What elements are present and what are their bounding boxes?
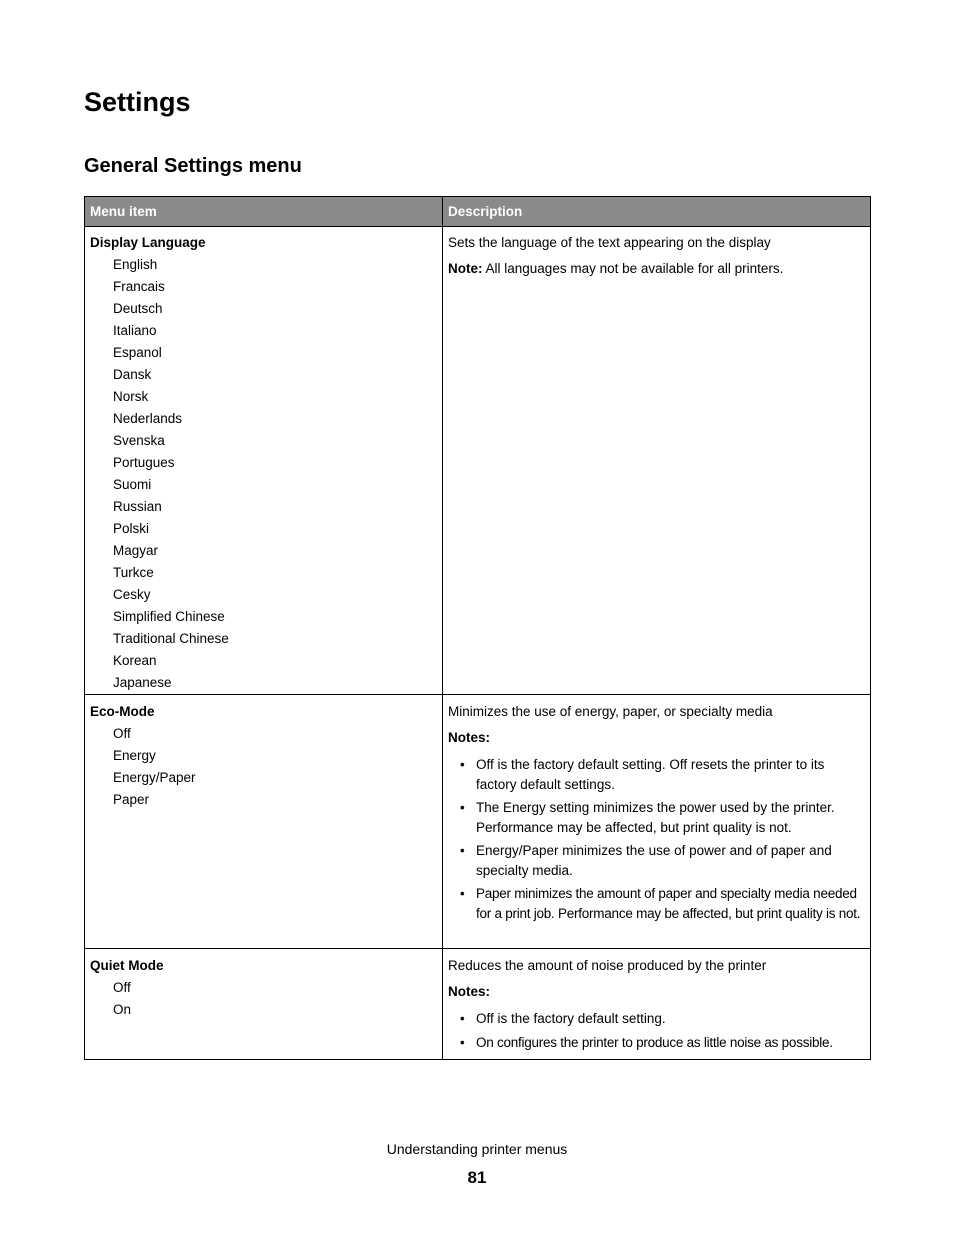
list-item bbox=[448, 798, 865, 837]
menu-item-title: Quiet Mode bbox=[90, 958, 164, 973]
menu-option: Suomi bbox=[113, 477, 152, 492]
menu-item-cell bbox=[85, 695, 443, 949]
note-text: The Energy setting minimizes the power used by the printer. Performance may be affected, but print quality is not. bbox=[476, 800, 835, 835]
menu-option: Nederlands bbox=[113, 411, 183, 426]
menu-item-title: Eco-Mode bbox=[90, 704, 155, 719]
page-number: 81 bbox=[467, 1168, 487, 1187]
bullet-icon: • bbox=[460, 1011, 465, 1026]
description-text: Sets the language of the text appearing on the display bbox=[448, 235, 771, 250]
table-row bbox=[85, 695, 871, 949]
menu-option: Deutsch bbox=[113, 301, 163, 316]
note-text: All languages may not be available for all printers. bbox=[485, 261, 784, 276]
menu-option: Italiano bbox=[113, 323, 157, 338]
menu-item-cell bbox=[85, 227, 443, 695]
bullet-icon: • bbox=[460, 757, 465, 772]
notes-label: Notes: bbox=[448, 730, 491, 745]
note-text: Energy/Paper minimizes the use of power and of paper and specialty media. bbox=[476, 843, 832, 878]
menu-option: Korean bbox=[113, 653, 157, 668]
footer-section-title: Understanding printer menus bbox=[386, 1141, 568, 1157]
menu-option: Off bbox=[113, 726, 131, 741]
menu-option: Polski bbox=[113, 521, 150, 536]
header-description: Description bbox=[443, 197, 871, 227]
menu-option: English bbox=[113, 257, 158, 272]
menu-option: Svenska bbox=[113, 433, 165, 448]
menu-option: Russian bbox=[113, 499, 162, 514]
menu-item-title: Display Language bbox=[90, 235, 206, 250]
settings-table-container bbox=[84, 196, 870, 1060]
list-item bbox=[448, 1033, 865, 1053]
notes-list bbox=[448, 1009, 865, 1052]
list-item bbox=[448, 1009, 865, 1029]
table-header-row bbox=[85, 197, 871, 227]
description-cell bbox=[443, 227, 871, 695]
menu-option: Norsk bbox=[113, 389, 149, 404]
list-item bbox=[448, 884, 865, 923]
menu-option: Magyar bbox=[113, 543, 159, 558]
note-text: Off is the factory default setting. bbox=[476, 1011, 666, 1026]
list-item bbox=[448, 841, 865, 880]
description-text: Minimizes the use of energy, paper, or specialty media bbox=[448, 704, 773, 719]
menu-option: Turkce bbox=[113, 565, 154, 580]
description-text: Reduces the amount of noise produced by the printer bbox=[448, 958, 767, 973]
note-text: Paper minimizes the amount of paper and specialty media needed for a print job. Performance may be affected, but print quality is not. bbox=[476, 886, 861, 921]
menu-option: Energy bbox=[113, 748, 156, 763]
note-label: Note: bbox=[448, 261, 483, 276]
section-title: General Settings menu bbox=[84, 155, 302, 177]
menu-option: Cesky bbox=[113, 587, 151, 602]
notes-label: Notes: bbox=[448, 984, 491, 999]
description-cell bbox=[443, 695, 871, 949]
bullet-icon: • bbox=[460, 1034, 465, 1050]
bullet-icon: • bbox=[460, 886, 465, 901]
settings-table bbox=[84, 196, 871, 1060]
note-text: On configures the printer to produce as little noise as possible. bbox=[476, 1034, 833, 1050]
menu-option: Simplified Chinese bbox=[113, 609, 225, 624]
menu-option: Dansk bbox=[113, 367, 152, 382]
menu-option: Espanol bbox=[113, 345, 162, 360]
page-title: Settings bbox=[84, 87, 191, 117]
menu-option: Energy/Paper bbox=[113, 770, 196, 785]
table-row bbox=[85, 949, 871, 1060]
note-text: Off is the factory default setting. Off resets the printer to its factory default settings. bbox=[476, 757, 825, 792]
table-row bbox=[85, 227, 871, 695]
menu-option: Paper bbox=[113, 792, 150, 807]
menu-item-cell bbox=[85, 949, 443, 1060]
menu-option: On bbox=[113, 1002, 132, 1017]
bullet-icon: • bbox=[460, 800, 465, 815]
note bbox=[448, 258, 865, 280]
description-cell bbox=[443, 949, 871, 1060]
menu-option: Japanese bbox=[113, 675, 172, 690]
list-item bbox=[448, 755, 865, 794]
header-menu-item: Menu item bbox=[85, 197, 443, 227]
menu-option: Francais bbox=[113, 279, 165, 294]
menu-option: Off bbox=[113, 980, 131, 995]
notes-list bbox=[448, 755, 865, 923]
menu-option: Portugues bbox=[113, 455, 175, 470]
menu-option: Traditional Chinese bbox=[113, 631, 229, 646]
bullet-icon: • bbox=[460, 843, 465, 858]
